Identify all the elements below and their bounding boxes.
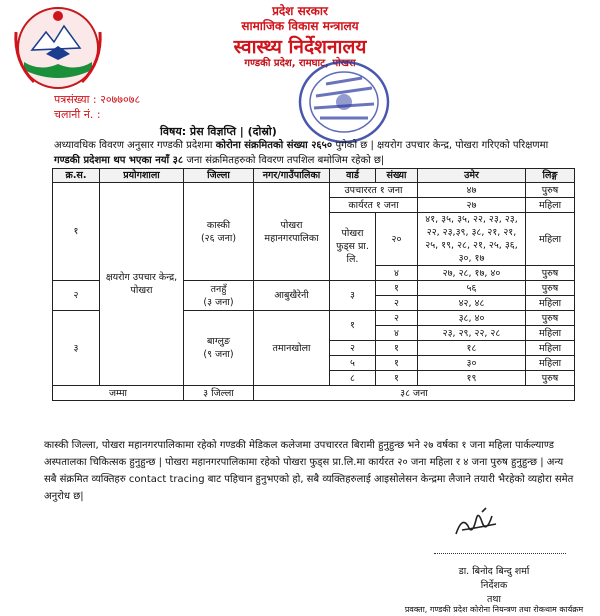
signer-title: निर्देशक [480, 580, 508, 591]
signer-role: प्रवक्ता, गण्डकी प्रदेश कोरोना नियन्त्रण तथा रोकथाम कार्यक्रम [404, 605, 584, 614]
signer-and: तथा [487, 594, 501, 605]
age-cell: ३८, ४० [418, 311, 526, 326]
lab-cell: क्षयरोग उपचार केन्द्र, पोखरा [100, 183, 184, 386]
header-ward: वार्ड [330, 169, 376, 183]
age-cell: ४२, ४८ [418, 296, 526, 311]
age-cell: २७, २८, १७, ४० [418, 266, 526, 281]
signer-name: डा. बिनोद बिन्दु शर्मा [458, 566, 530, 577]
ward-cell: ८ [330, 371, 376, 386]
ward-cell: १ [330, 311, 376, 341]
age-cell: २३, २९, २२, २८ [418, 326, 526, 341]
gender-cell: महिला [526, 198, 575, 213]
age-cell: २७ [418, 198, 526, 213]
intro-paragraph: अध्यावधिक विवरण अनुसार गण्डकी प्रदेशमा कोरोना संक्रमितको संख्या २६५० पुगेको छ | क्षयरोग उपचार केन्द्र, पोखरा गरिएको परिक्षणमा गण्डकी प्रदेशमा थप भएका नयाँ ३८ जना संक्रमितहरुको विवरण तपशिल बमोजिम रहेको छ| [54, 140, 549, 166]
district-cell: तनहुँ (३ जना) [184, 281, 254, 311]
count-cell: २ [376, 296, 418, 311]
ward-cell: पोखरा फुड्स प्रा. लि. [330, 213, 376, 281]
age-cell: १८ [418, 341, 526, 356]
reference-number: पत्रसंख्या : २०७७०७८ [54, 93, 141, 106]
gender-cell: महिला [526, 326, 575, 341]
age-cell: ५६ [418, 281, 526, 296]
municipality-cell: तमानखोला [254, 311, 330, 386]
details-paragraph: कास्की जिल्ला, पोखरा महानगरपालिकामा रहेको गण्डकी मेडिकल कलेजमा उपचाररत बिरामी हुनुहुन्छ भने २७ वर्षका १ जना महिला पार्कल्याण्ड अस्पतालका चिकित्सक हुनुहुन्छ | पोखरा महानगरपालिकामा रहेको पोखरा फुड्स प्रा.लि.मा कार्यरत २० जना महिला र ४ जना पुरुष हुनुहुन्छ | अन्य सबै संक्रमित व्यक्तिहरु contact tracing बाट पहिचान हुनुभएको हो, सबै व्यक्तिहरुलाई आइसोलेसन केन्द्रमा लैजाने तयारी भैरहेको व्यहोरा समेत अनुरोध छ| [44, 440, 574, 502]
header-count: संख्या [376, 169, 418, 183]
header-municipality: नगर/गाउँपालिका [254, 169, 330, 183]
cases-table [52, 168, 575, 401]
header-age: उमेर [418, 169, 526, 183]
municipality-cell: पोखरा महानगरपालिका [254, 183, 330, 281]
age-cell: ३० [418, 356, 526, 371]
sn-cell: २ [53, 281, 100, 311]
gender-cell: महिला [526, 213, 575, 266]
sn-cell: १ [53, 183, 100, 281]
count-cell: २ [376, 311, 418, 326]
count-cell: १ [376, 371, 418, 386]
gender-cell: पुरुष [526, 311, 575, 326]
gender-cell: पुरुष [526, 266, 575, 281]
dispatch-number: चलानी नं. : [54, 108, 101, 121]
gender-cell: पुरुष [526, 281, 575, 296]
header-lab: प्रयोगशाला [100, 169, 184, 183]
gender-cell: महिला [526, 296, 575, 311]
table-header-row [53, 169, 575, 183]
subject-line: विषय: प्रेस विज्ञप्ति | (दोस्रो) [160, 125, 277, 138]
gender-cell: पुरुष [526, 371, 575, 386]
count-cell: २० [376, 213, 418, 266]
total-count: ३८ जना [254, 386, 575, 401]
ward-cell: ५ [330, 356, 376, 371]
letterhead-ministry: सामाजिक विकास मन्त्रालय [241, 19, 359, 33]
ward-cell: उपचाररत १ जना [330, 183, 418, 198]
count-cell: १ [376, 341, 418, 356]
ward-cell: कार्यरत १ जना [330, 198, 418, 213]
age-cell: ४७ [418, 183, 526, 198]
count-cell: १ [376, 281, 418, 296]
letterhead-address: गण्डकी प्रदेश, रामघाट, पोखरा [244, 58, 356, 69]
district-cell: बाग्लुङ (९ जना) [184, 311, 254, 386]
age-cell: १९ [418, 371, 526, 386]
municipality-cell: आबुखैरेनी [254, 281, 330, 311]
age-cell: ४१, ३५, ३५, २२, २३, २३, २२, २३,३९, ३८, २१, २१, २५, १९, २८, २१, २५, ३६, ३०, १७ [418, 213, 526, 266]
table-total-row [53, 386, 575, 401]
header-sn: क्र.स. [53, 169, 100, 183]
signature [452, 506, 500, 542]
sn-cell: ३ [53, 311, 100, 386]
header-district: जिल्ला [184, 169, 254, 183]
total-label: जम्मा [53, 386, 184, 401]
count-cell: ४ [376, 266, 418, 281]
total-districts: ३ जिल्ला [184, 386, 254, 401]
gender-cell: महिला [526, 341, 575, 356]
count-cell: ४ [376, 326, 418, 341]
official-stamp [296, 56, 392, 148]
ward-cell: २ [330, 341, 376, 356]
gender-cell: महिला [526, 356, 575, 371]
district-cell: कास्की (२६ जना) [184, 183, 254, 281]
gender-cell: पुरुष [526, 183, 575, 198]
signature-line [434, 553, 566, 554]
letterhead-line1: प्रदेश सरकार [272, 4, 328, 18]
header-gender: लिङ्ग [526, 169, 575, 183]
count-cell: १ [376, 356, 418, 371]
ward-cell: ३ [330, 281, 376, 311]
letterhead-directorate: स्वास्थ्य निर्देशनालय [233, 36, 367, 58]
table-row [53, 183, 575, 198]
